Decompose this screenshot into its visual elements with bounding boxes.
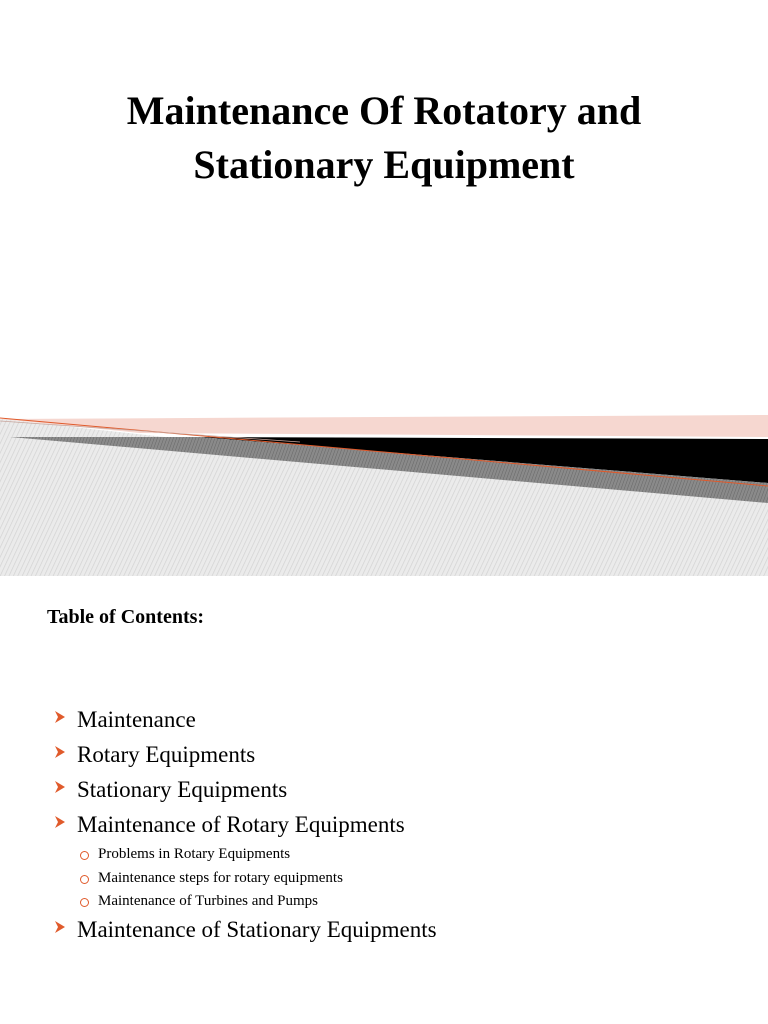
toc-subitem-problems	[55, 845, 745, 869]
decorative-banner	[0, 405, 768, 576]
toc-subitem-label: Maintenance of Turbines and Pumps	[98, 893, 318, 909]
toc-sublist	[55, 845, 745, 915]
toc-subitem-turbines-pumps	[55, 892, 745, 916]
toc-item-label: Stationary Equipments	[77, 777, 288, 802]
toc-subitem-steps	[55, 869, 745, 893]
toc-item-stationary-equipments	[55, 775, 745, 810]
chevron-right-icon	[55, 781, 65, 793]
slide-title-line-1: Maintenance Of Rotatory and	[126, 88, 642, 133]
toc-subitem-label: Maintenance steps for rotary equipments	[98, 869, 343, 886]
toc-item-maintenance-of-rotary	[55, 810, 745, 845]
toc-subitem-label: Problems in Rotary Equipments	[98, 846, 291, 862]
toc-item-maintenance-of-stationary	[55, 915, 745, 950]
circle-outline-icon	[80, 875, 89, 884]
chevron-right-icon	[55, 711, 65, 723]
toc-item-rotary-equipments	[55, 740, 745, 775]
slide-title-line-2: Stationary Equipment	[193, 142, 575, 187]
chevron-right-icon	[55, 921, 65, 933]
chevron-right-icon	[55, 816, 65, 828]
toc-item-label: Rotary Equipments	[77, 742, 256, 767]
chevron-right-icon	[55, 746, 65, 758]
toc-item-label: Maintenance of Stationary Equipments	[77, 917, 437, 942]
toc-slide	[0, 576, 768, 1024]
slide-title	[0, 84, 768, 192]
toc-sublist-container	[55, 845, 745, 915]
circle-outline-icon	[80, 851, 89, 860]
toc-heading: Table of Contents:	[47, 606, 205, 628]
toc-item-label: Maintenance of Rotary Equipments	[77, 812, 405, 837]
toc-item-label: Maintenance	[77, 707, 196, 732]
circle-outline-icon	[80, 898, 89, 907]
toc-item-maintenance	[55, 705, 745, 740]
toc-list	[55, 705, 745, 950]
